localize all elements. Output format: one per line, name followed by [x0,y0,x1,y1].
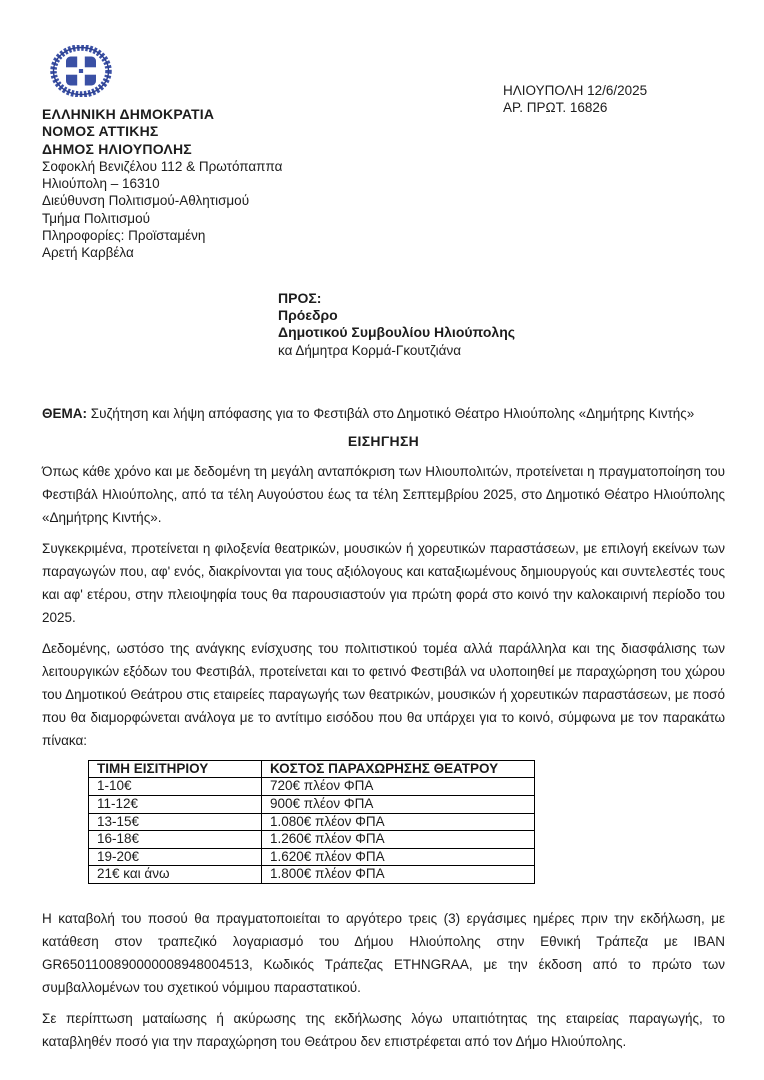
subject-paragraph [42,402,725,425]
sender-contact-name: Αρετή Καρβέλα [42,245,134,261]
fee-table-header-price: ΤΙΜΗ ΕΙΣΙΤΗΡΙΟΥ [89,760,262,778]
fee-table-header-cost: ΚΟΣΤΟΣ ΠΑΡΑΧΩΡΗΣΗΣ ΘΕΑΤΡΟΥ [262,760,535,778]
recipient-label: ΠΡΟΣ: [278,289,322,306]
body-paragraph-1: Όπως κάθε χρόνο και με δεδομένη τη μεγάλη ανταπόκριση των Ηλιουπολιτών, προτείνεται η πραγματοποίηση του Φεστιβάλ Ηλιούπολης, από τα τέλη Αυγούστου έως τα τέλη Σεπτεμβρίου 2025, στο Δημοτικό Θέατρο Ηλιούπολης «Δημήτρης Κιντής». [42,463,725,525]
sender-block [42,45,462,262]
theatre-cost-cell: 1.620€ πλέον ΦΠΑ [262,848,535,866]
ticket-price-cell: 21€ και άνω [89,866,262,884]
sender-department: Τμήμα Πολιτισμού [42,210,150,226]
table-row [89,866,535,884]
recipient-council: Δημοτικού Συμβουλίου Ηλιούπολης [278,324,516,341]
subject-label: ΘΕΜΑ: [42,405,87,421]
ticket-price-cell: 16-18€ [89,831,262,849]
table-row [89,796,535,814]
fee-table-header-row [89,760,535,778]
theatre-cost-cell: 720€ πλέον ΦΠΑ [262,778,535,796]
subject-text: Συζήτηση και λήψη απόφασης για το Φεστιβάλ στο Δημοτικό Θέατρο Ηλιούπολης «Δημήτρης Κιντής» [90,405,695,421]
table-row [89,848,535,866]
cancellation-terms-paragraph: Σε περίπτωση ματαίωσης ή ακύρωσης της εκδήλωσης λόγω υπαιτιότητας της εταιρείας παραγωγής, το καταβληθέν ποσό για την παραχώρηση του Θεάτρου δεν επιστρέφεται από τον Δήμο Ηλιούπολης. [42,1011,725,1050]
sender-city-zip: Ηλιούπολη – 16310 [42,176,160,192]
sender-address: Σοφοκλή Βενιζέλου 112 & Πρωτόπαππα [42,158,283,174]
fee-table [88,760,535,884]
theatre-cost-cell: 1.800€ πλέον ΦΠΑ [262,866,535,884]
ticket-price-cell: 19-20€ [89,848,262,866]
recipient-person: κα Δήμητρα Κορμά-Γκουτζιάνα [278,342,462,358]
theatre-cost-cell: 900€ πλέον ΦΠΑ [262,796,535,814]
sender-directorate: Διεύθυνση Πολιτισμού-Αθλητισμού [42,193,250,209]
greek-republic-emblem-icon [50,45,112,97]
reference-block [503,45,725,117]
sender-prefecture: ΝΟΜΟΣ ΑΤΤΙΚΗΣ [42,123,159,140]
table-row [89,778,535,796]
letterhead [42,45,725,262]
theatre-cost-cell: 1.080€ πλέον ΦΠΑ [262,813,535,831]
ticket-price-cell: 1-10€ [89,778,262,796]
city-date: ΗΛΙΟΥΠΟΛΗ 12/6/2025 [503,83,648,98]
body-paragraph-2: Συγκεκριμένα, προτείνεται η φιλοξενία θεατρικών, μουσικών ή χορευτικών παραστάσεων, με επιλογή εκείνων των παραγωγών που, αφ' ενός, διακρίνονται για τους αξιόλογους και καταξιωμένους δημιουργούς και συντελεστές τους και αφ' ετέρου, στην πλειοψηφία τους θα παρουσιαστούν για πρώτη φορά στο κοινό την καλοκαιρινή περίοδο του 2025. [42,540,725,625]
sender-republic: ΕΛΛΗΝΙΚΗ ΔΗΜΟΚΡΑΤΙΑ [42,106,215,122]
ticket-price-cell: 11-12€ [89,796,262,814]
theatre-cost-cell: 1.260€ πλέον ΦΠΑ [262,831,535,849]
table-row [89,831,535,849]
sender-municipality: ΔΗΜΟΣ ΗΛΙΟΥΠΟΛΗΣ [42,140,192,157]
protocol-number: ΑΡ. ΠΡΩΤ. 16826 [503,100,608,116]
sender-contact-role: Πληροφορίες: Προϊσταμένη [42,228,206,244]
ticket-price-cell: 13-15€ [89,813,262,831]
section-title: ΕΙΣΗΓΗΣΗ [347,432,420,449]
table-row [89,813,535,831]
payment-terms-paragraph: Η καταβολή του ποσού θα πραγματοποιείται το αργότερο τρεις (3) εργάσιμες ημέρες πριν την εκδήλωση, με κατάθεση στον τραπεζικό λογαριασμό του Δήμου Ηλιούπολης στην Εθνική Τράπεζα με IBAN GR6501100890000008948004513, Κωδικός Τράπεζας ETHNGRAA, με την έκδοση από το πρώτο των συμβαλλομένων του σχετικού νόμιμου παραστατικού. [42,911,725,996]
body-paragraph-3: Δεδομένης, ωστόσο της ανάγκης ενίσχυσης του πολιτιστικού τομέα αλλά παράλληλα και της διασφάλισης των λειτουργικών εξόδων του Φεστιβάλ, προτείνεται και το φετινό Φεστιβάλ να υλοποιηθεί με παραχώρηση του χώρου του Δημοτικού Θεάτρου στις εταιρείες παραγωγής των θεατρικών, μουσικών ή χορευτικών παραστάσεων, με ποσό που θα διαμορφώνεται ανάλογα με το αντίτιμο εισόδου που θα υπάρχει για το κοινό, σύμφωνα με τον παρακάτω πίνακα: [42,640,725,748]
recipient-title: Πρόεδρο [278,306,338,323]
recipient-block [278,290,725,359]
